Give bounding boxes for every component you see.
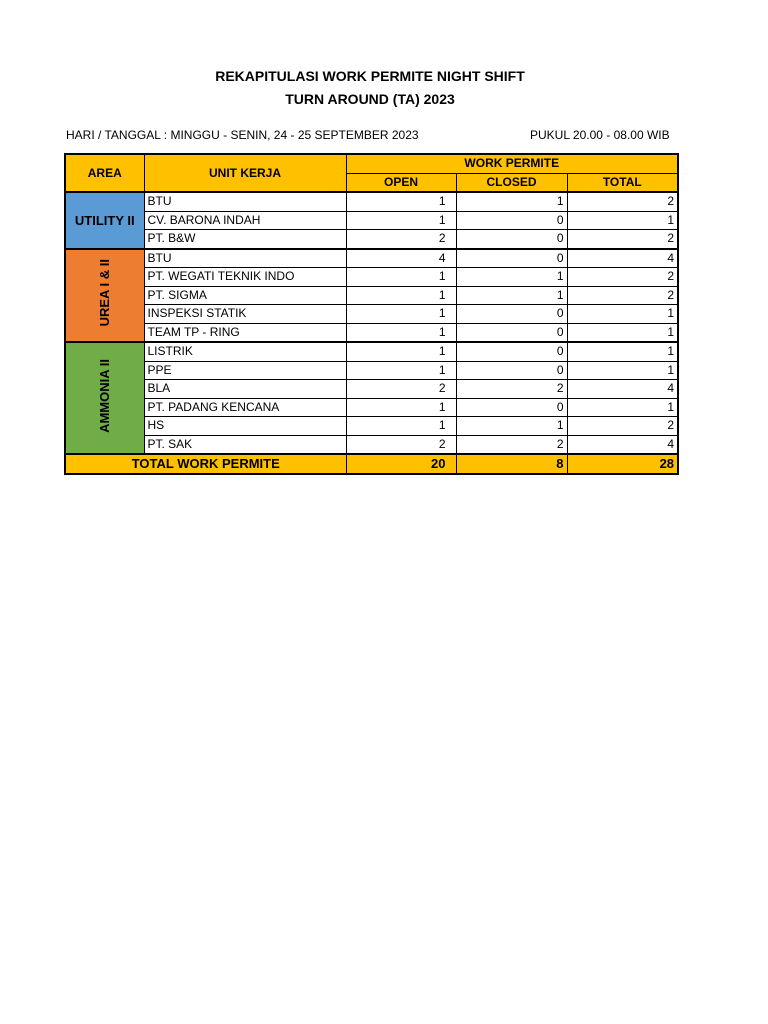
open-cell: 1 (346, 286, 456, 305)
closed-cell: 1 (456, 192, 567, 211)
closed-cell: 0 (456, 323, 567, 342)
header-closed: CLOSED (456, 173, 567, 192)
total-cell: 1 (567, 398, 678, 417)
closed-cell: 2 (456, 380, 567, 399)
unit-cell: PPE (144, 361, 346, 380)
area-urea-label: UREA I & II (96, 259, 112, 327)
closed-cell: 1 (456, 417, 567, 436)
table-row (65, 342, 678, 361)
total-cell: 1 (567, 342, 678, 361)
table-row (65, 380, 678, 399)
area-utility-ii: UTILITY II (65, 192, 144, 249)
unit-cell: BTU (144, 249, 346, 268)
table-row (65, 268, 678, 287)
closed-cell: 0 (456, 342, 567, 361)
area-ammonia-label: AMMONIA II (96, 358, 112, 433)
unit-cell: INSPEKSI STATIK (144, 305, 346, 324)
total-cell: 4 (567, 380, 678, 399)
unit-cell: BLA (144, 380, 346, 399)
open-cell: 1 (346, 361, 456, 380)
total-total: 28 (567, 454, 678, 474)
header-area: AREA (65, 154, 144, 192)
open-cell: 1 (346, 211, 456, 230)
total-open: 20 (346, 454, 456, 474)
table-row (65, 211, 678, 230)
time-info: PUKUL 20.00 - 08.00 WIB (530, 128, 670, 142)
unit-cell: CV. BARONA INDAH (144, 211, 346, 230)
total-row (65, 454, 678, 474)
table-row (65, 230, 678, 249)
closed-cell: 2 (456, 435, 567, 454)
header-unit-kerja: UNIT KERJA (144, 154, 346, 192)
open-cell: 1 (346, 342, 456, 361)
unit-cell: LISTRIK (144, 342, 346, 361)
total-cell: 1 (567, 211, 678, 230)
table-row (65, 249, 678, 268)
unit-cell: HS (144, 417, 346, 436)
total-label: TOTAL WORK PERMITE (65, 454, 346, 474)
open-cell: 2 (346, 230, 456, 249)
unit-cell: PT. SIGMA (144, 286, 346, 305)
table-row (65, 323, 678, 342)
total-cell: 2 (567, 286, 678, 305)
closed-cell: 0 (456, 398, 567, 417)
closed-cell: 0 (456, 361, 567, 380)
table-row (65, 361, 678, 380)
open-cell: 4 (346, 249, 456, 268)
unit-cell: PT. SAK (144, 435, 346, 454)
total-cell: 4 (567, 435, 678, 454)
open-cell: 1 (346, 398, 456, 417)
open-cell: 1 (346, 268, 456, 287)
open-cell: 1 (346, 323, 456, 342)
unit-cell: PT. B&W (144, 230, 346, 249)
work-permit-table (64, 153, 679, 475)
unit-cell: PT. PADANG KENCANA (144, 398, 346, 417)
closed-cell: 1 (456, 286, 567, 305)
total-cell: 4 (567, 249, 678, 268)
closed-cell: 0 (456, 211, 567, 230)
total-cell: 2 (567, 268, 678, 287)
table-row (65, 192, 678, 211)
total-cell: 1 (567, 323, 678, 342)
closed-cell: 0 (456, 230, 567, 249)
open-cell: 1 (346, 192, 456, 211)
header-total: TOTAL (567, 173, 678, 192)
unit-cell: PT. WEGATI TEKNIK INDO (144, 268, 346, 287)
header-work-permite: WORK PERMITE (346, 154, 678, 173)
report-subtitle: TURN AROUND (TA) 2023 (285, 91, 455, 107)
closed-cell: 0 (456, 249, 567, 268)
total-cell: 1 (567, 305, 678, 324)
table-body (65, 192, 678, 474)
closed-cell: 0 (456, 305, 567, 324)
table-row (65, 398, 678, 417)
closed-cell: 1 (456, 268, 567, 287)
table-row (65, 305, 678, 324)
total-cell: 1 (567, 361, 678, 380)
total-cell: 2 (567, 417, 678, 436)
total-closed: 8 (456, 454, 567, 474)
total-cell: 2 (567, 230, 678, 249)
report-title: REKAPITULASI WORK PERMITE NIGHT SHIFT (215, 68, 525, 84)
unit-cell: BTU (144, 192, 346, 211)
open-cell: 2 (346, 380, 456, 399)
area-ammonia-ii (65, 342, 144, 454)
table-row (65, 435, 678, 454)
table-row (65, 417, 678, 436)
unit-cell: TEAM TP - RING (144, 323, 346, 342)
open-cell: 2 (346, 435, 456, 454)
date-info: HARI / TANGGAL : MINGGU - SENIN, 24 - 25 SEPTEMBER 2023 (66, 128, 419, 142)
total-cell: 2 (567, 192, 678, 211)
open-cell: 1 (346, 417, 456, 436)
area-urea-i-ii (65, 249, 144, 343)
open-cell: 1 (346, 305, 456, 324)
table-row (65, 286, 678, 305)
header-open: OPEN (346, 173, 456, 192)
